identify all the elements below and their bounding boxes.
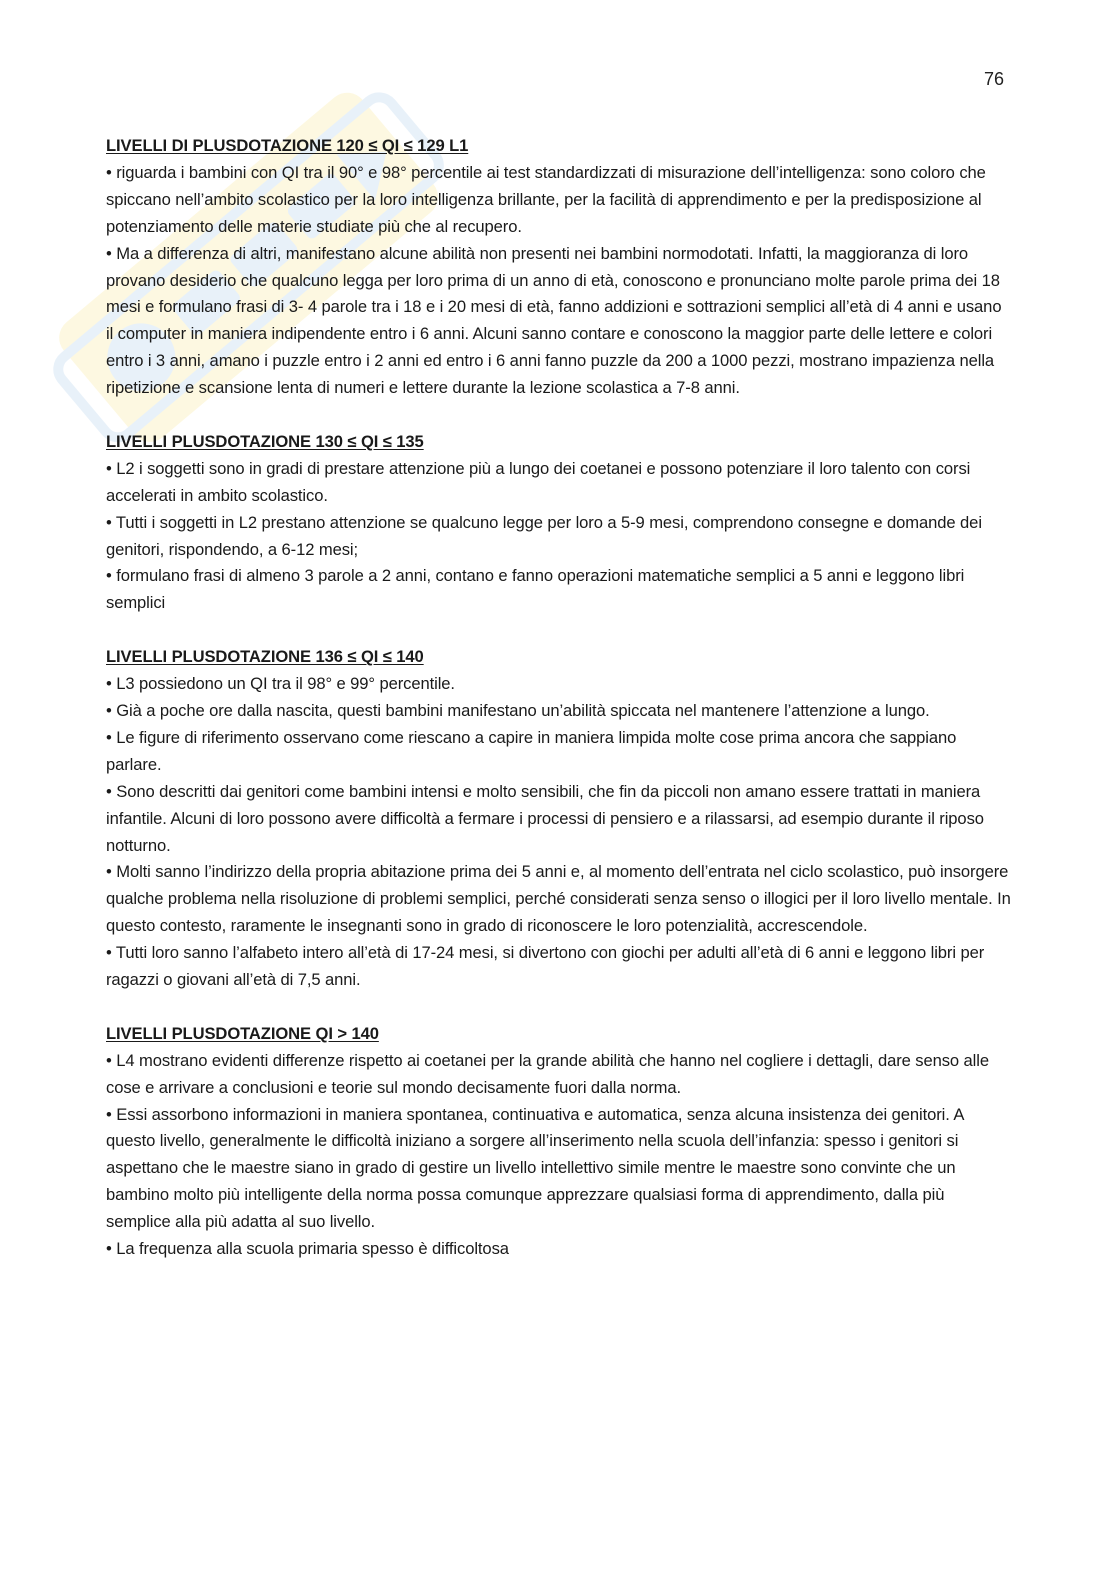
bullet-paragraph: • Essi assorbono informazioni in maniera spontanea, continuativa e automatica, senza alcuna insistenza dei genitori. A questo livello, generalmente le difficoltà iniziano a sorgere all’inserimento nella scuola dell’infanzia: spesso i genitori si aspettano che le maestre siano in grado di gestire un livello intellettivo simile mentre le maestre sono convinte che un bambino molto più intelligente della norma possa comunque apprezzare qualsiasi forma di apprendimento, dalla più semplice alla più adatta al suo livello.	[106, 1104, 964, 1232]
page-number: 76	[983, 69, 1004, 89]
bullet-paragraph: • formulano frasi di almeno 3 parole a 2 anni, contano e fanno operazioni matematiche semplici a 5 anni e leggono libri semplici	[106, 566, 965, 613]
bullet-paragraph: • riguarda i bambini con QI tra il 90° e 98° percentile ai test standardizzati di misurazione dell’intelligenza: sono coloro che spiccano nell’ambito scolastico per la loro intelligenza brillante, per la facilità di apprendimento e per la predisposizione al potenziamento delle materie studiate più che al recupero.	[106, 162, 986, 236]
section-l1	[106, 133, 1012, 402]
section-heading: LIVELLI PLUSDOTAZIONE QI > 140	[106, 1023, 379, 1043]
bullet-paragraph: • Le figure di riferimento osservano come riescano a capire in maniera limpida molte cose prima ancora che sappiano parlare.	[106, 727, 957, 774]
bullet-paragraph: • Sono descritti dai genitori come bambini intensi e molto sensibili, che fin da piccoli non amano essere trattati in maniera infantile. Alcuni di loro possono avere difficoltà a fermare i processi di pensiero e a rilassarsi, ad esempio durante il riposo notturno.	[106, 781, 984, 855]
section-heading: LIVELLI PLUSDOTAZIONE 136 ≤ QI ≤ 140	[106, 647, 424, 667]
bullet-paragraph: • L3 possiedono un QI tra il 98° e 99° percentile.	[106, 674, 455, 694]
bullet-paragraph: • Tutti loro sanno l’alfabeto intero all’età di 17-24 mesi, si divertono con giochi per adulti all’età di 6 anni e leggono libri per ragazzi o giovani all’età di 7,5 anni.	[106, 943, 985, 990]
document-body	[106, 133, 1012, 1263]
bullet-paragraph: • Tutti i soggetti in L2 prestano attenzione se qualcuno legge per loro a 5-9 mesi, comprendono consegne e domande dei genitori, rispondendo, a 6-12 mesi;	[106, 512, 982, 559]
section-heading: LIVELLI DI PLUSDOTAZIONE 120 ≤ QI ≤ 129 L1	[106, 136, 469, 155]
section-l4	[106, 1021, 1012, 1263]
bullet-paragraph: • La frequenza alla scuola primaria spesso è difficoltosa	[106, 1239, 509, 1259]
section-l3	[106, 644, 1012, 994]
bullet-paragraph: • L4 mostrano evidenti differenze rispetto ai coetanei per la grande abilità che hanno nel cogliere i dettagli, dare senso alle cose e arrivare a conclusioni e teorie sul mondo decisamente fuori dalla norma.	[106, 1050, 989, 1097]
bullet-paragraph: • Già a poche ore dalla nascita, questi bambini manifestano un’abilità spiccata nel mantenere l’attenzione a lungo.	[106, 701, 930, 720]
bullet-paragraph: • Ma a differenza di altri, manifestano alcune abilità non presenti nei bambini normodotati. Infatti, la maggioranza di loro provano desiderio che qualcuno legga per loro prima di un anno di età, conoscono e pronunciano molte parole prima dei 18 mesi e formulano frasi di 3- 4 parole tra i 18 e i 20 mesi di età, fanno addizioni e sottrazioni semplici all’età di 4 anni e usano il computer in maniera indipendente entro i 6 anni. Alcuni sanno contare e conoscono la maggior parte delle lettere e colori entro i 3 anni, amano i puzzle entro i 2 anni ed entro i 6 anni fanno puzzle da 200 a 1000 pezzi, mostrano impazienza nella ripetizione e scansione lenta di numeri e lettere durante la lezione scolastica a 7-8 anni.	[106, 243, 1002, 398]
section-l2	[106, 429, 1012, 617]
bullet-paragraph: • Molti sanno l’indirizzo della propria abitazione prima dei 5 anni e, al momento dell’entrata nel ciclo scolastico, può insorgere qualche problema nella risoluzione di problemi semplici, perché considerati senza senso o illogici per il loro livello mentale. In questo contesto, raramente le insegnanti sono in grado di riconoscere le loro potenzialità, accrescendole.	[106, 862, 1011, 936]
bullet-paragraph: • L2 i soggetti sono in gradi di prestare attenzione più a lungo dei coetanei e possono potenziare il loro talento con corsi accelerati in ambito scolastico.	[106, 458, 971, 505]
section-heading: LIVELLI PLUSDOTAZIONE 130 ≤ QI ≤ 135	[106, 431, 424, 451]
